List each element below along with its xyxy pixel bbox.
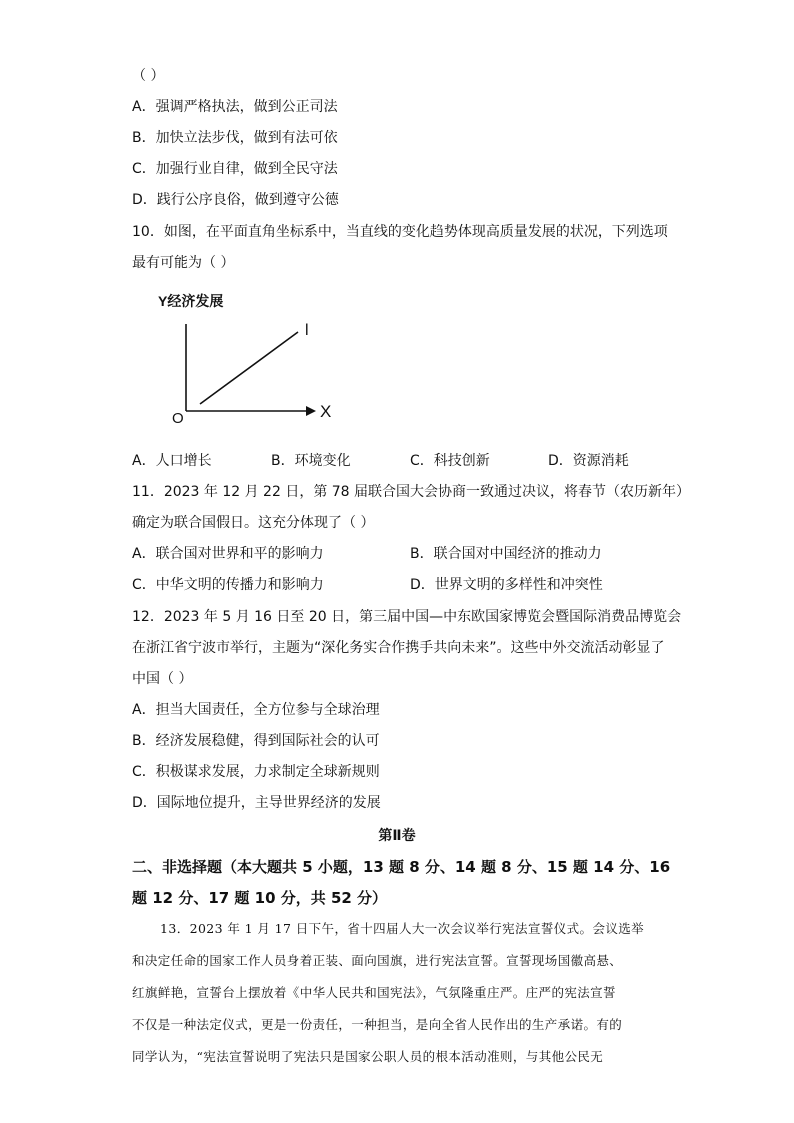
section-heading-line2: 题 12 分、17 题 10 分，共 52 分） — [132, 889, 388, 907]
q12-stem-line2: 在浙江省宁波市举行，主题为“深化务实合作携手共向未来”。这些中外交流活动彰显了 — [132, 640, 665, 656]
q10-option-c: C．科技创新 — [410, 453, 490, 469]
q10-option-d: D．资源消耗 — [548, 453, 629, 469]
graph-trend-line — [200, 332, 298, 404]
q10-option-b: B．环境变化 — [271, 453, 351, 469]
graph-line-label: l — [305, 322, 309, 339]
q12-stem-line1: 12．2023 年 5 月 16 日至 20 日，第三届中国—中东欧国家博览会暨国际消费品博览会 — [132, 609, 682, 625]
q13-line5: 同学认为，“宪法宣誓说明了宪法只是国家公职人员的根本活动准则，与其他公民无 — [132, 1049, 604, 1064]
q13-line3: 红旗鲜艳，宣誓台上摆放着《中华人民共和国宪法》，气氛隆重庄严。庄严的宪法宣誓 — [132, 985, 616, 1000]
q12-option-b: B．经济发展稳健，得到国际社会的认可 — [132, 733, 380, 749]
q12-option-c: C．积极谋求发展，力求制定全球新规则 — [132, 764, 380, 780]
q10-option-a: A．人口增长 — [132, 453, 212, 469]
q11-option-c: C．中华文明的传播力和影响力 — [132, 577, 324, 593]
q12-option-d: D．国际地位提升，主导世界经济的发展 — [132, 795, 381, 811]
q11-option-a: A．联合国对世界和平的影响力 — [132, 546, 324, 562]
q11-stem-line1: 11．2023 年 12 月 22 日，第 78 届联合国大会协商一致通过决议，将春节（农历新年） — [132, 484, 691, 500]
q12-option-a: A．担当大国责任，全方位参与全球治理 — [132, 702, 380, 718]
q9-option-d: D．践行公序良俗，做到遵守公德 — [132, 192, 339, 208]
q10-stem-line2: 最有可能为（ ） — [132, 255, 235, 271]
q13-line1: 13．2023 年 1 月 17 日下午，省十四届人大一次会议举行宪法宣誓仪式。会议选举 — [160, 921, 645, 936]
q9-option-a: A．强调严格执法，做到公正司法 — [132, 99, 338, 115]
q9-option-c: C．加强行业自律，做到全民守法 — [132, 161, 338, 177]
q9-answer-paren: （ ） — [132, 68, 165, 84]
graph-x-arrow — [306, 406, 316, 416]
q13-line2: 和决定任命的国家工作人员身着正装、面向国旗，进行宪法宣誓。宣誓现场国徽高悬、 — [132, 953, 623, 968]
q13-line4: 不仅是一种法定仪式，更是一份责任，一种担当，是向全省人民作出的生产承诺。有的 — [132, 1017, 623, 1032]
graph-origin-label: O — [172, 410, 184, 427]
section-heading-line1: 二、非选择题（本大题共 5 小题，13 题 8 分、14 题 8 分、15 题 14 分、16 — [132, 858, 671, 876]
section-title: 第Ⅱ卷 — [378, 828, 416, 844]
graph-y-axis-label: Y经济发展 — [158, 293, 224, 309]
q10-stem-line1: 10．如图，在平面直角坐标系中，当直线的变化趋势体现高质量发展的状况，下列选项 — [132, 224, 668, 240]
q11-stem-line2: 确定为联合国假日。这充分体现了（ ） — [132, 515, 375, 531]
q12-stem-line3: 中国（ ） — [132, 671, 193, 687]
q9-option-b: B．加快立法步伐，做到有法可依 — [132, 130, 338, 146]
q11-option-d: D．世界文明的多样性和冲突性 — [410, 577, 603, 593]
graph-x-axis-label: X — [320, 402, 332, 421]
q10-coordinate-graph — [150, 290, 350, 430]
q11-option-b: B．联合国对中国经济的推动力 — [410, 546, 602, 562]
